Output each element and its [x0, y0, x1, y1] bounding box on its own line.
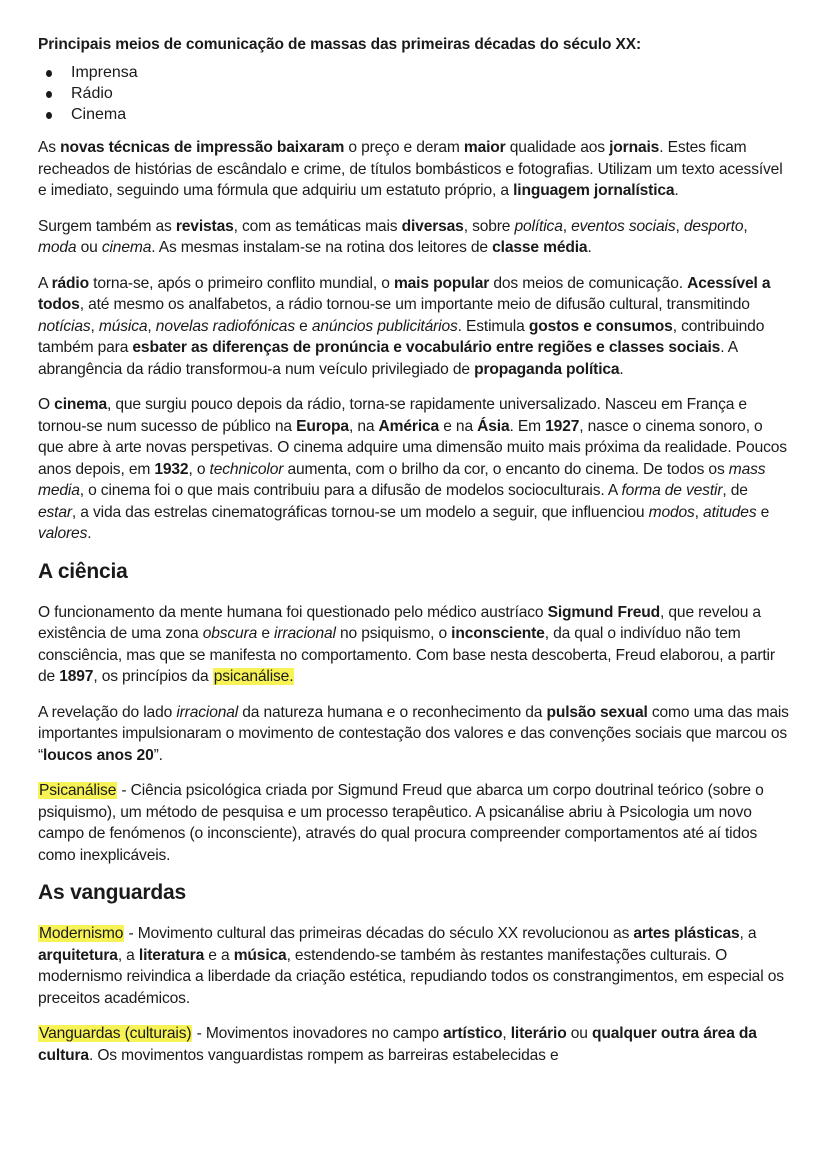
- bold-term: artístico: [443, 1025, 503, 1042]
- text-run: , nasce o cinema sonoro, o que abre à arte novas perspetivas. O cinema adquire uma dimensão muito mais próxima da realidade. Poucos anos depois, em: [38, 417, 787, 478]
- text-run: como uma das mais importantes impulsionaram o movimento de contestação dos valores e das convenções sociais que marcou os “: [38, 703, 789, 764]
- text-run: , os princípios da: [93, 668, 213, 685]
- text-run: . Os movimentos vanguardistas rompem as barreiras estabelecidas e: [88, 1046, 559, 1064]
- bold-term: rádio: [51, 274, 89, 292]
- text-run: , de: [722, 482, 748, 499]
- italic-term: atitudes: [703, 503, 757, 521]
- italic-term: moda: [38, 239, 77, 256]
- text-run: . Estes ficam recheados de histórias de escândalo e crime, de títulos bombásticos e fotografias. Utilizam um texto acessível e imediato, seguindo uma fórmula que adquiriu um estatuto próprio, a: [38, 139, 783, 199]
- text-run: ,: [562, 217, 572, 235]
- paragraph-pulsao: [38, 702, 790, 767]
- text-run: ,: [502, 1025, 511, 1042]
- bold-term: jornais: [609, 139, 660, 156]
- text-run: , estendendo-se também às restantes manifestações culturais. O modernismo reivindica a liberdade da criação estética, repudiando todos os constrangimentos, em especial os preceitos académicos.: [38, 946, 784, 1007]
- bold-term: música: [233, 946, 287, 964]
- text-run: .: [587, 239, 592, 256]
- text-run: ,: [90, 317, 99, 335]
- text-run: ,: [694, 503, 704, 521]
- text-run: , na: [348, 417, 379, 435]
- document-body: [38, 137, 790, 1066]
- text-run: ou: [566, 1025, 592, 1042]
- text-run: . Estimula: [457, 317, 529, 335]
- text-run: ”.: [153, 746, 163, 764]
- bold-term: Acessível a todos: [38, 274, 771, 313]
- text-run: , da qual o indivíduo não tem consciência, mas que se manifesta no comportamento. Com base nesta descoberta, Freud elaborou, a partir de: [38, 625, 775, 685]
- text-run: , o cinema foi o que mais contribuiu para a difusão de modelos socioculturais. A: [79, 482, 622, 499]
- bold-term: arquitetura: [38, 946, 118, 964]
- heading-ciencia: A ciência: [38, 559, 128, 583]
- text-run: , contribuindo também para: [38, 317, 765, 356]
- italic-term: novelas radiofónicas: [155, 317, 295, 335]
- text-run: O: [38, 396, 55, 413]
- italic-term: desporto: [683, 217, 744, 235]
- paragraph-cinema: [38, 394, 790, 545]
- text-run: dos meios de comunicação.: [489, 274, 688, 292]
- bold-term: Ásia: [477, 417, 510, 435]
- highlighted-term: Vanguardas (culturais): [39, 1025, 192, 1042]
- text-run: ,: [743, 217, 748, 235]
- text-run: , que surgiu pouco depois da rádio, torna-se rapidamente universalizado. Nasceu em França e tornou-se num sucesso de público na: [38, 396, 747, 435]
- paragraph-radio: [38, 273, 790, 381]
- text-run: .: [619, 360, 624, 378]
- list-item-radio: Rádio: [71, 83, 790, 104]
- text-run: - Movimento cultural das primeiras décadas do século XX revolucionou as: [124, 925, 634, 942]
- paragraph-revistas: [38, 216, 790, 259]
- text-run: ,: [675, 217, 684, 235]
- highlighted-term: Psicanálise: [39, 782, 117, 799]
- text-run: A: [38, 274, 52, 292]
- italic-term: cinema: [101, 239, 152, 256]
- italic-term: forma de vestir: [621, 482, 723, 499]
- bold-term: maior: [463, 139, 506, 156]
- italic-term: modos: [648, 503, 695, 521]
- bold-term: classe média: [492, 239, 588, 256]
- text-run: , sobre: [463, 217, 515, 235]
- text-run: aumenta, com o brilho da cor, o encanto do cinema. De todos os: [283, 460, 729, 478]
- bold-term: propaganda política: [474, 360, 620, 378]
- text-run: , que revelou a existência de uma zona: [38, 603, 761, 642]
- bold-term: qualquer outra área da cultura: [38, 1025, 757, 1064]
- media-list: [38, 62, 790, 125]
- text-run: e: [756, 503, 770, 521]
- text-run: e: [257, 625, 275, 642]
- text-run: ,: [147, 317, 156, 335]
- text-run: .: [674, 182, 679, 199]
- bold-term: loucos anos 20: [43, 746, 154, 764]
- italic-term: estar: [38, 503, 72, 521]
- text-run: e a: [204, 946, 234, 964]
- bold-term: gostos e consumos: [528, 317, 673, 335]
- text-run: no psiquismo, o: [335, 625, 452, 642]
- italic-term: eventos sociais: [571, 217, 676, 235]
- text-run: qualidade aos: [505, 139, 610, 156]
- text-run: , a: [739, 925, 757, 942]
- bold-term: diversas: [401, 217, 464, 235]
- paragraph-modernismo-def: [38, 923, 790, 1009]
- text-run: ou: [76, 239, 102, 256]
- text-run: . As mesmas instalam-se na rotina dos leitores de: [151, 239, 493, 256]
- bold-term: linguagem jornalística: [513, 182, 675, 199]
- text-run: - Movimentos inovadores no campo: [192, 1025, 444, 1042]
- bold-term: cinema: [54, 396, 108, 413]
- italic-term: política: [514, 217, 563, 235]
- italic-term: valores: [38, 525, 88, 542]
- italic-term: obscura: [202, 625, 258, 642]
- paragraph-psicanalise-def: [38, 780, 790, 866]
- text-run: e: [294, 317, 312, 335]
- bold-term: artes plásticas: [633, 925, 740, 942]
- bold-term: esbater as diferenças de pronúncia e vocabulário entre regiões e classes sociais: [132, 339, 721, 356]
- text-run: torna-se, após o primeiro conflito mundial, o: [88, 274, 394, 292]
- text-run: O funcionamento da mente humana foi questionado pelo médico austríaco: [38, 603, 548, 621]
- text-run: As: [38, 139, 61, 156]
- paragraph-freud: [38, 602, 790, 688]
- text-run: , o: [188, 460, 210, 478]
- text-run: .: [87, 525, 92, 542]
- bold-term: literatura: [138, 946, 205, 964]
- italic-term: anúncios publicitários: [311, 317, 458, 335]
- text-run: o preço e deram: [344, 139, 464, 156]
- paragraph-vanguardas-def: [38, 1023, 790, 1066]
- bold-term: 1897: [59, 668, 94, 685]
- highlighted-term: Modernismo: [39, 925, 124, 942]
- italic-term: música: [98, 317, 148, 335]
- text-run: da natureza humana e o reconhecimento da: [238, 703, 547, 721]
- text-run: , a vida das estrelas cinematográficas tornou-se um modelo a seguir, que influenciou: [71, 503, 649, 521]
- bold-term: 1932: [154, 460, 189, 478]
- italic-term: irracional: [176, 703, 239, 721]
- highlighted-term: psicanálise.: [213, 668, 294, 685]
- heading-vanguardas: As vanguardas: [38, 881, 186, 904]
- italic-term: irracional: [274, 625, 336, 642]
- paragraph-imprensa: [38, 137, 790, 202]
- text-run: . Em: [509, 417, 546, 435]
- bold-term: Sigmund Freud: [547, 603, 661, 621]
- italic-term: notícias: [38, 317, 91, 335]
- text-run: . A abrangência da rádio transformou-a num veículo privilegiado de: [38, 339, 738, 378]
- italic-term: technicolor: [209, 460, 284, 478]
- text-run: Surgem também as: [38, 217, 176, 235]
- text-run: , a: [117, 946, 139, 964]
- text-run: A revelação do lado: [38, 703, 177, 721]
- list-item-imprensa: Imprensa: [71, 62, 790, 83]
- bold-term: novas técnicas de impressão baixaram: [60, 139, 345, 156]
- bold-term: inconsciente: [451, 625, 545, 642]
- bold-term: 1927: [545, 417, 580, 435]
- text-run: , até mesmo os analfabetos, a rádio tornou-se um importante meio de difusão cultural, transmitindo: [79, 296, 750, 313]
- text-run: , com as temáticas mais: [233, 217, 402, 235]
- intro-title: Principais meios de comunicação de massas das primeiras décadas do século XX:: [38, 36, 642, 53]
- text-run: - Ciência psicológica criada por Sigmund Freud que abarca um corpo doutrinal teórico (sobre o psiquismo), um método de pesquisa e um processo terapêutico. A psicanálise abriu à Psicologia um novo campo de fenómenos (o inconsciente), através do qual procura compreender comportamentos até aí tidos como inexplicáveis.: [38, 782, 764, 864]
- bold-term: literário: [510, 1025, 567, 1042]
- bold-term: América: [378, 417, 440, 435]
- text-run: e na: [439, 417, 478, 435]
- bold-term: Europa: [296, 417, 349, 435]
- bold-term: revistas: [175, 217, 234, 235]
- list-item-cinema: Cinema: [71, 104, 790, 125]
- italic-term: mass media: [38, 460, 766, 499]
- bold-term: pulsão sexual: [546, 703, 648, 721]
- bold-term: mais popular: [393, 274, 490, 292]
